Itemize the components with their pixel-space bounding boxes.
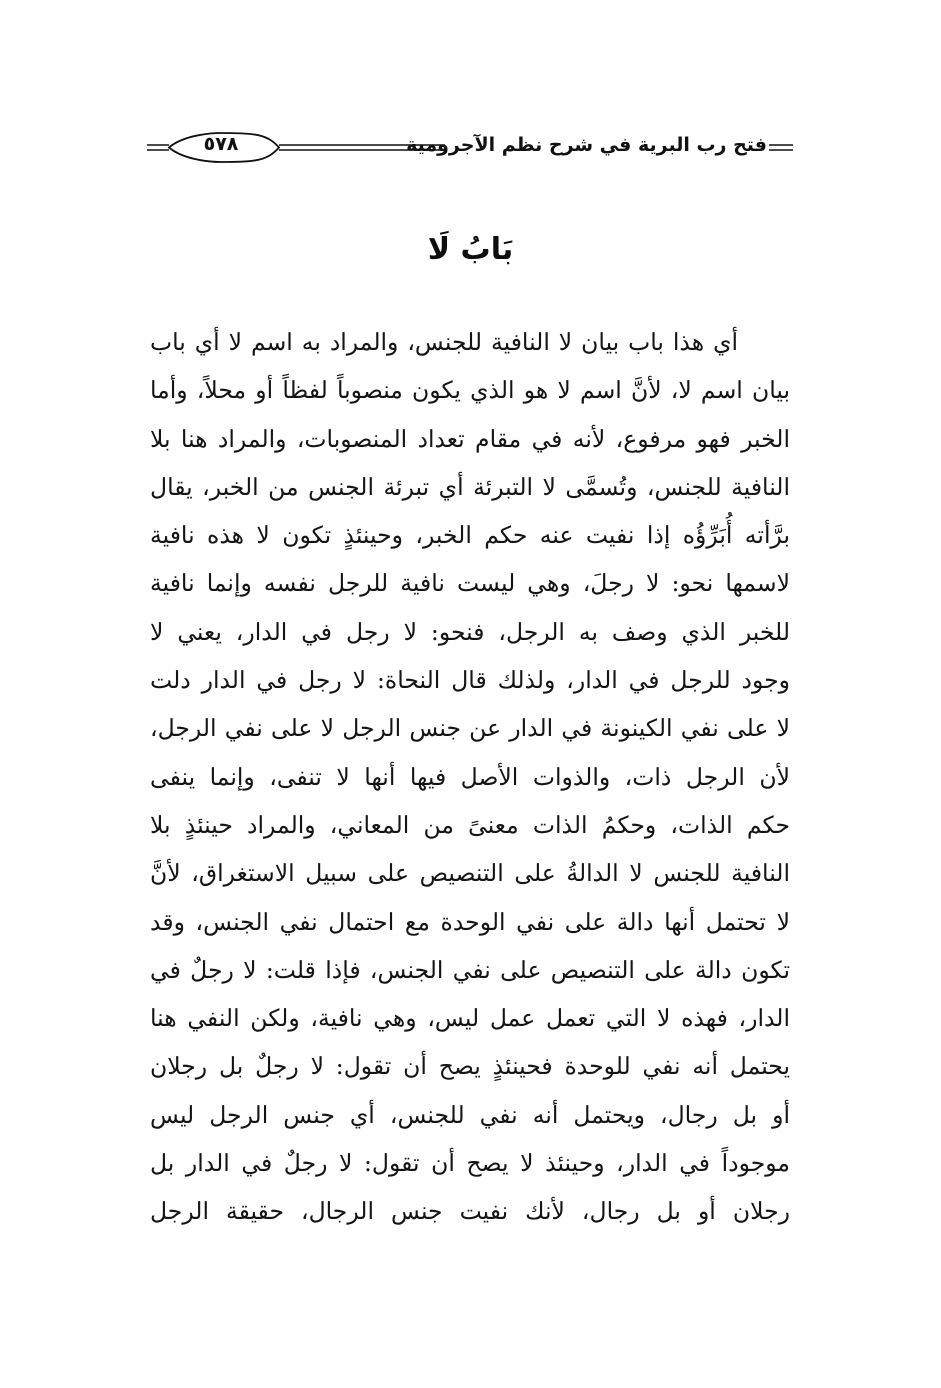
- text-line: أو بل رجال، ويحتمل أنه نفي للجنس، أي جنس الرجل ليس: [150, 1100, 790, 1129]
- text-line: يحتمل أنه نفي للوحدة فحينئذٍ يصح أن تقول: لا رجلٌ بل رجلان: [150, 1052, 790, 1081]
- text-line: بيان اسم لا، لأنَّ اسم لا هو الذي يكون منصوباً لفظاً أو محلاً، وأما: [150, 376, 790, 405]
- text-line: النافية للجنس لا الدالةُ على التنصيص على سبيل الاستغراق، لأنَّ: [150, 859, 790, 888]
- text-line: الدار، فهذه لا التي تعمل عمل ليس، وهي نافية، ولكن النفي هنا: [150, 1004, 790, 1033]
- text-line: للخبر الذي وصف به الرجل، فنحو: لا رجل في الدار، يعني لا: [150, 617, 790, 646]
- text-line: لا على نفي الكينونة في الدار عن جنس الرجل لا على نفي الرجل،: [150, 714, 790, 743]
- text-line: رجلان أو بل رجال، لأنك نفيت جنس الرجال، حقيقة الرجل: [150, 1197, 790, 1226]
- book-title: فتح رب البرية في شرح نظم الآجرومية: [406, 134, 767, 156]
- text-line: لاسمها نحو: لا رجلَ، وهي ليست نافية للرجل نفسه وإنما نافية: [150, 569, 790, 598]
- text-line: أي هذا باب بيان لا النافية للجنس، والمراد به اسم لا أي باب: [150, 328, 738, 356]
- text-line: موجوداً في الدار، وحينئذ لا يصح أن تقول: لا رجلٌ في الدار بل: [150, 1149, 790, 1178]
- text-line: حكم الذات، وحكمُ الذات معنىً من المعاني، والمراد حينئذٍ بلا: [150, 810, 790, 839]
- text-line: لأن الرجل ذات، والذوات الأصل فيها أنها لا تنفى، وإنما ينفى: [150, 762, 790, 791]
- text-line: برَّأته أُبَرِّؤُه إذا نفيت عنه حكم الخبر، وحينئذٍ تكون لا هذه نافية: [150, 521, 790, 550]
- running-header: [145, 128, 795, 168]
- text-line: الخبر فهو مرفوع، لأنه في مقام تعداد المنصوبات، والمراد هنا بلا: [150, 424, 790, 453]
- page-number: ٥٧٨: [203, 133, 239, 155]
- text-line: النافية للجنس، وتُسمَّى لا التبرئة أي تبرئة الجنس من الخبر، يقال: [150, 472, 790, 501]
- text-line: لا تحتمل أنها دالة على نفي الوحدة مع احتمال نفي الجنس، وقد: [150, 907, 790, 936]
- text-line: تكون دالة على التنصيص على نفي الجنس، فإذا قلت: لا رجلٌ في: [150, 955, 790, 984]
- text-line: وجود للرجل في الدار، ولذلك قال النحاة: لا رجل في الدار دلت: [150, 666, 790, 695]
- body-text: [150, 318, 790, 1236]
- chapter-title: بَابُ لَا: [427, 232, 514, 267]
